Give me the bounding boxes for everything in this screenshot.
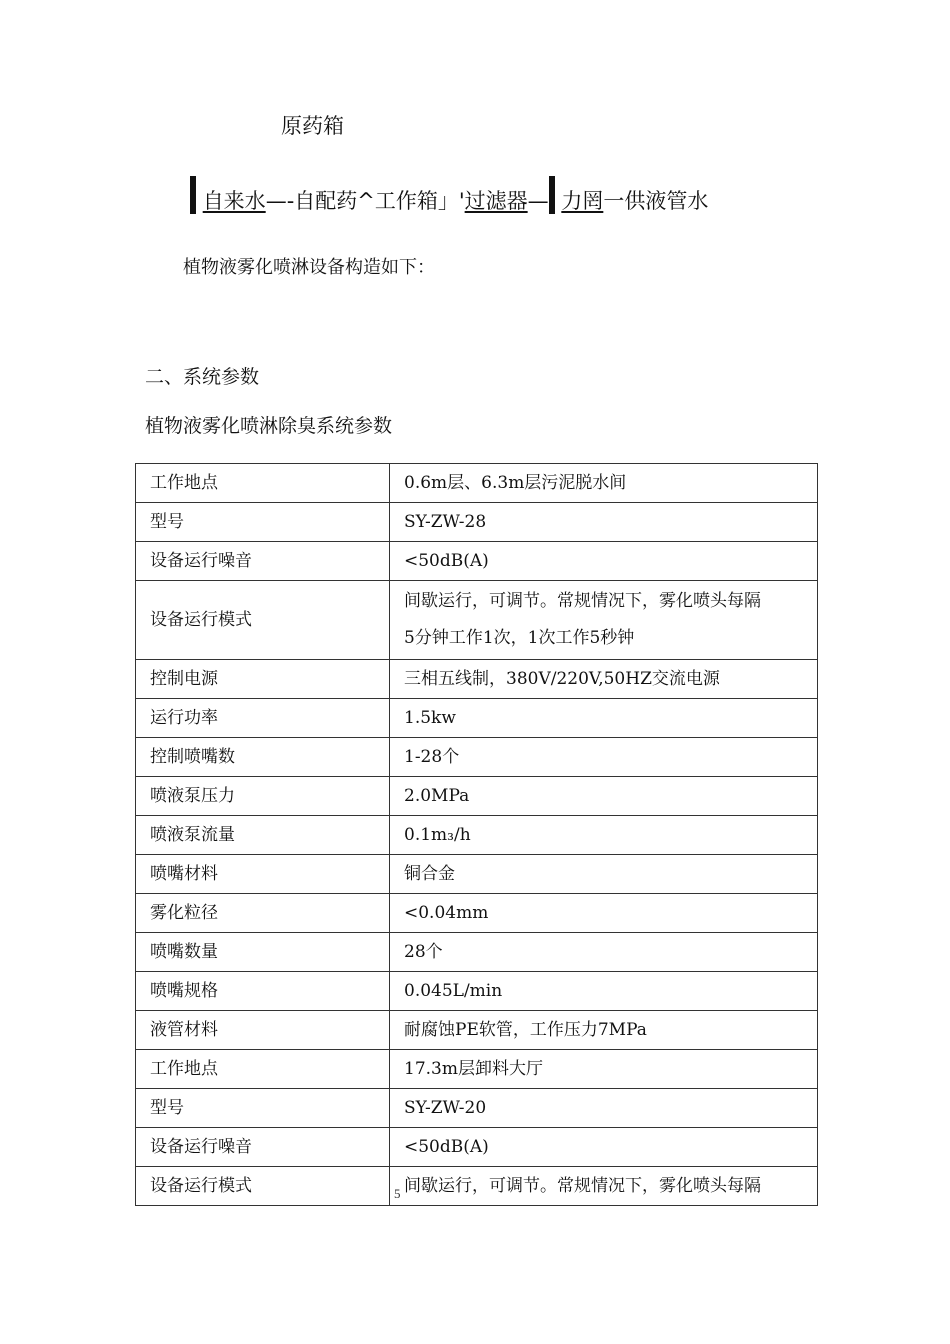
param-key: 型号	[136, 503, 390, 542]
param-key: 型号	[136, 1089, 390, 1128]
param-key: 喷嘴规格	[136, 972, 390, 1011]
param-key: 液管材料	[136, 1011, 390, 1050]
table-row	[136, 660, 818, 699]
param-value: 铜合金	[390, 855, 818, 894]
table-row	[136, 738, 818, 777]
flow-work-tank: ^工作箱」'	[357, 189, 465, 213]
param-value: SY-ZW-20	[390, 1089, 818, 1128]
param-key: 控制电源	[136, 660, 390, 699]
param-key: 工作地点	[136, 464, 390, 503]
table-row	[136, 1050, 818, 1089]
param-value: 间歇运行，可调节。常规情况下，雾化喷头每隔	[390, 1167, 818, 1206]
param-key: 喷嘴数量	[136, 933, 390, 972]
table-row	[136, 581, 818, 660]
table-row	[136, 542, 818, 581]
table-row	[136, 1167, 818, 1206]
param-value-line-1: 间歇运行，可调节。常规情况下，雾化喷头每隔	[404, 591, 761, 611]
param-key: 喷液泵压力	[136, 777, 390, 816]
param-value: 耐腐蚀PE软管，工作压力7MPa	[390, 1011, 818, 1050]
param-key: 控制喷嘴数	[136, 738, 390, 777]
param-key: 雾化粒径	[136, 894, 390, 933]
flow-filter: 过滤器	[464, 189, 528, 213]
param-value: 28个	[390, 933, 818, 972]
flow-dash: —	[527, 189, 549, 213]
param-value	[390, 581, 818, 660]
structure-caption: 植物液雾化喷淋设备构造如下：	[183, 257, 435, 278]
parameters-table	[135, 463, 818, 1206]
param-value: SY-ZW-28	[390, 503, 818, 542]
flow-tap-water: 自来水	[202, 189, 266, 213]
page-number: 5	[394, 1186, 401, 1201]
section-heading: 二、系统参数	[145, 366, 260, 388]
param-key: 设备运行噪音	[136, 542, 390, 581]
table-row	[136, 777, 818, 816]
param-key: 设备运行模式	[136, 1167, 390, 1206]
table-row	[136, 816, 818, 855]
param-value: 三相五线制，380V/220V,50HZ交流电源	[390, 660, 818, 699]
param-key: 设备运行噪音	[136, 1128, 390, 1167]
param-value: 0.1m₃/h	[390, 816, 818, 855]
param-value: 2.0MPa	[390, 777, 818, 816]
table-row	[136, 503, 818, 542]
param-key: 运行功率	[136, 699, 390, 738]
param-key: 设备运行模式	[136, 581, 390, 660]
param-value: 0.6m层、6.3m层污泥脱水间	[390, 464, 818, 503]
table-row	[136, 699, 818, 738]
table-row	[136, 933, 818, 972]
param-key: 工作地点	[136, 1050, 390, 1089]
param-value: 1-28个	[390, 738, 818, 777]
table-title: 植物液雾化喷淋除臭系统参数	[145, 415, 393, 437]
table-row	[136, 855, 818, 894]
flow-bar-marker	[190, 176, 196, 214]
table-row	[136, 972, 818, 1011]
param-key: 喷嘴材料	[136, 855, 390, 894]
param-value: <50dB(A)	[390, 1128, 818, 1167]
table-row	[136, 1011, 818, 1050]
flow-bar-marker-2	[549, 176, 555, 214]
param-value: 1.5kw	[390, 699, 818, 738]
param-value: <0.04mm	[390, 894, 818, 933]
flow-self-mix: —-自配药	[265, 189, 358, 213]
param-value: 17.3m层卸料大厅	[390, 1050, 818, 1089]
table-row	[136, 1128, 818, 1167]
param-value-line-2: 5分钟工作1次，1次工作5秒钟	[404, 628, 635, 648]
param-value: 0.045L/min	[390, 972, 818, 1011]
flow-pump: 力罔	[561, 189, 604, 213]
flow-supply-pipe: 一供液管水	[603, 189, 709, 213]
process-flow-line	[190, 176, 708, 226]
table-row	[136, 894, 818, 933]
param-value: <50dB(A)	[390, 542, 818, 581]
diagram-title: 原药箱	[281, 114, 344, 138]
param-key: 喷液泵流量	[136, 816, 390, 855]
table-row	[136, 1089, 818, 1128]
table-row	[136, 464, 818, 503]
